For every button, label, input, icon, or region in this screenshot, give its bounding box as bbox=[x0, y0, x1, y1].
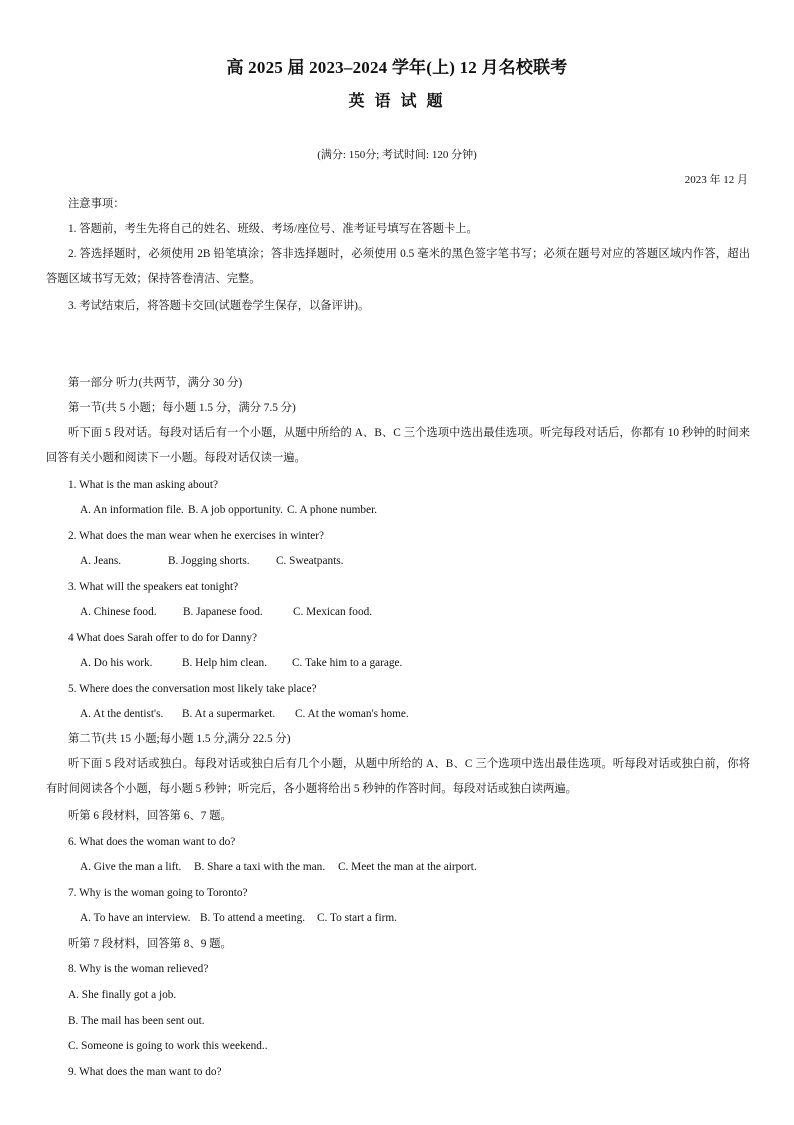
option: A. Give the man a lift. bbox=[80, 861, 182, 873]
option: B. To attend a meeting. bbox=[200, 912, 306, 924]
option: A. At the dentist's. bbox=[80, 708, 164, 720]
part1-heading: 第一部分 听力(共两节，满分 30 分) bbox=[68, 377, 243, 389]
exam-subject: 英 语 试 题 bbox=[348, 93, 446, 110]
section1-instructions: 听下面 5 段对话。每段对话后有一个小题，从题中所给的 A、B、C 三个选项中选出最佳选项。听完每段对话后，你都有 10 秒钟的时间来回答有关小题和阅读下一小题。每段对话仅读一遍。 bbox=[46, 427, 750, 464]
question-3: 3. What will the speakers eat tonight? bbox=[68, 581, 239, 593]
option: B. Share a taxi with the man. bbox=[194, 861, 326, 873]
section2-heading: 第二节(共 15 小题;每小题 1.5 分,满分 22.5 分) bbox=[68, 733, 291, 745]
option: B. Jogging shorts. bbox=[168, 555, 250, 567]
question-5-options bbox=[80, 707, 409, 721]
question-6-options bbox=[80, 860, 477, 874]
question-5: 5. Where does the conversation most likely take place? bbox=[68, 683, 317, 695]
question-9: 9. What does the man want to do? bbox=[68, 1066, 222, 1078]
question-8-option-b: B. The mail has been sent out. bbox=[68, 1015, 205, 1027]
material-6-heading: 听第 6 段材料，回答第 6、7 题。 bbox=[68, 810, 232, 822]
option: C. To start a firm. bbox=[317, 912, 397, 924]
option: A. An information file. bbox=[80, 504, 184, 516]
section2-instructions: 听下面 5 段对话或独白。每段对话或独白后有几个小题，从题中所给的 A、B、C 三个选项中选出最佳选项。听每段对话或独白前，你将有时间阅读各个小题，每小题 5 秒钟；听完后，各小题将给出 5 秒钟的作答时间。每段对话或独白读两遍。 bbox=[46, 758, 750, 795]
question-2: 2. What does the man wear when he exercises in winter? bbox=[68, 530, 325, 542]
question-4: 4 What does Sarah offer to do for Danny? bbox=[68, 632, 258, 644]
notice-heading: 注意事项： bbox=[68, 198, 125, 210]
question-8-option-c: C. Someone is going to work this weekend.. bbox=[68, 1040, 268, 1052]
question-7-options bbox=[80, 911, 397, 925]
question-2-options bbox=[80, 554, 343, 568]
option: B. Japanese food. bbox=[183, 606, 263, 618]
option: C. A phone number. bbox=[287, 504, 378, 516]
notice-item-3: 3. 考试结束后，将答题卡交回(试题卷学生保存，以备评讲)。 bbox=[68, 300, 370, 312]
question-1: 1. What is the man asking about? bbox=[68, 479, 219, 491]
question-7: 7. Why is the woman going to Toronto? bbox=[68, 887, 248, 899]
question-3-options bbox=[80, 605, 372, 619]
notice-item-2: 2. 答选择题时，必须使用 2B 铅笔填涂；答非选择题时，必须使用 0.5 毫米的黑色签字笔书写；必须在题号对应的答题区域内作答，超出答题区域书写无效；保持答卷清洁、完整。 bbox=[46, 248, 750, 285]
option: A. To have an interview. bbox=[80, 912, 191, 924]
option: A. Do his work. bbox=[80, 657, 153, 669]
option: C. At the woman's home. bbox=[295, 708, 409, 720]
exam-date: 2023 年 12 月 bbox=[684, 174, 748, 186]
section1-heading: 第一节(共 5 小题；每小题 1.5 分，满分 7.5 分) bbox=[68, 402, 296, 414]
exam-title: 高 2025 届 2023–2024 学年(上) 12 月名校联考 bbox=[226, 58, 568, 77]
option: C. Meet the man at the airport. bbox=[338, 861, 477, 873]
notice-item-1: 1. 答题前，考生先将自己的姓名、班级、考场/座位号、准考证号填写在答题卡上。 bbox=[68, 223, 478, 235]
question-8: 8. Why is the woman relieved? bbox=[68, 963, 209, 975]
option: A. Jeans. bbox=[80, 555, 122, 567]
exam-info: (满分: 150分; 考试时间: 120 分钟) bbox=[317, 149, 477, 161]
option: A. Chinese food. bbox=[80, 606, 157, 618]
question-1-options bbox=[80, 503, 377, 517]
question-8-option-a: A. She finally got a job. bbox=[68, 989, 177, 1001]
option: B. At a supermarket. bbox=[182, 708, 276, 720]
question-6: 6. What does the woman want to do? bbox=[68, 836, 236, 848]
option: C. Take him to a garage. bbox=[292, 657, 403, 669]
option: B. Help him clean. bbox=[182, 657, 268, 669]
material-7-heading: 听第 7 段材料，回答第 8、9 题。 bbox=[68, 938, 232, 950]
option: C. Sweatpants. bbox=[276, 555, 344, 567]
option: C. Mexican food. bbox=[293, 606, 373, 618]
option: B. A job opportunity. bbox=[188, 504, 283, 516]
question-4-options bbox=[80, 656, 402, 670]
